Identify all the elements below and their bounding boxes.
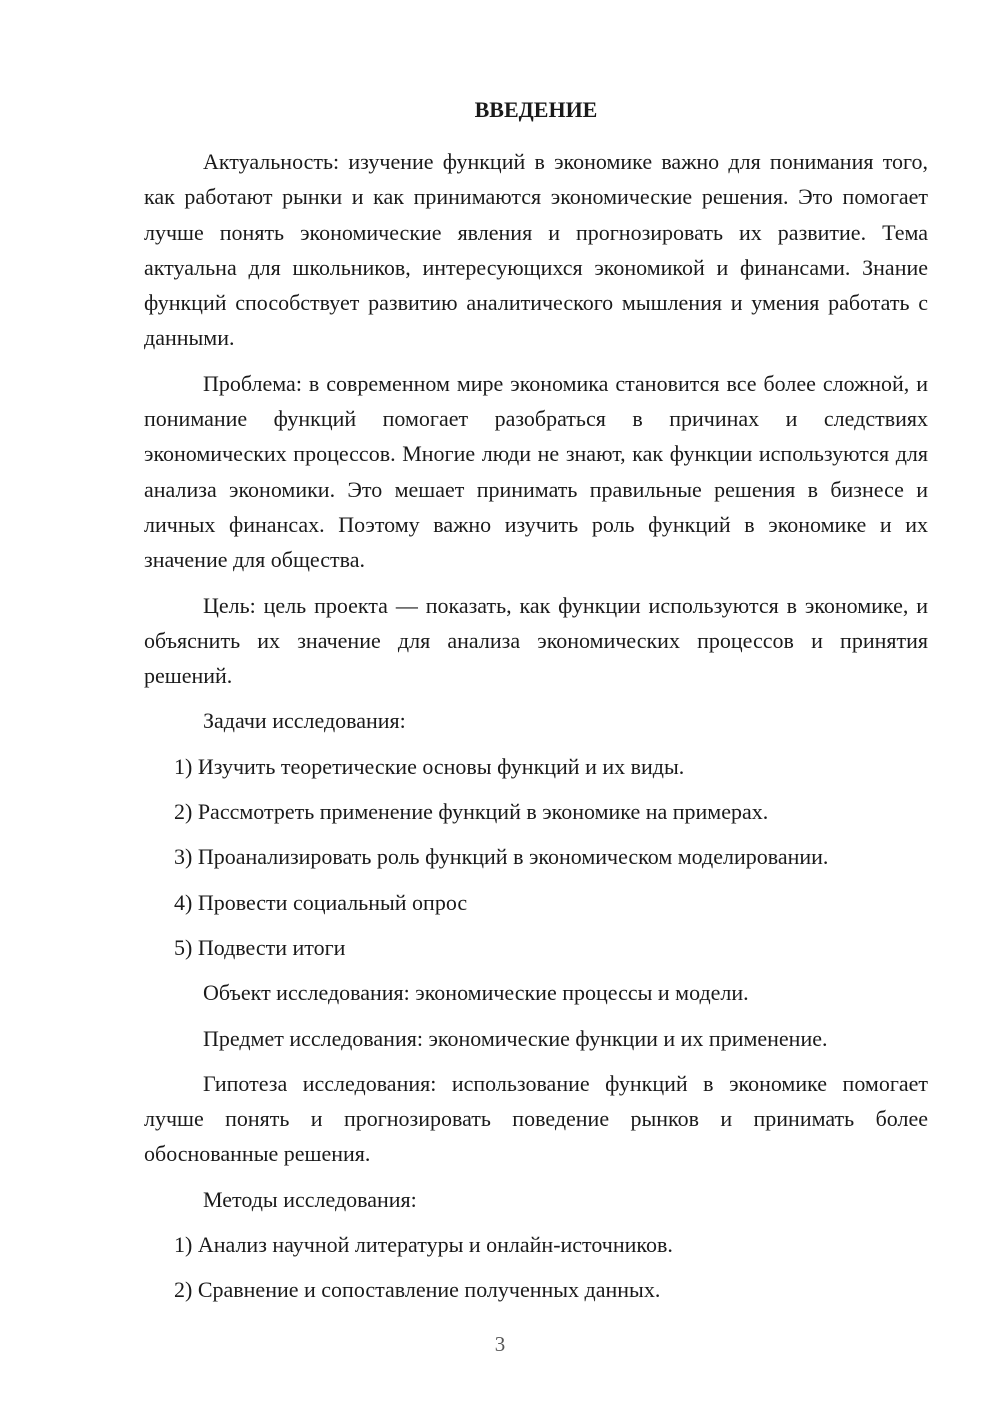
subject-paragraph: Предмет исследования: экономические функции и их применение. <box>203 1025 828 1051</box>
tasks-heading: Задачи исследования: <box>203 708 406 734</box>
task-item: 2) Рассмотреть применение функций в экономике на примерах. <box>174 799 769 825</box>
goal-paragraph: Цель: цель проекта — показать, как функции используются в экономике, и объяснить их значение для анализа экономических процессов и принятия решений. <box>144 592 928 689</box>
task-item: 1) Изучить теоретические основы функций и их виды. <box>174 753 685 779</box>
method-item: 2) Сравнение и сопоставление полученных данных. <box>174 1277 661 1303</box>
methods-list <box>144 1227 928 1308</box>
task-item: 5) Подвести итоги <box>174 934 346 960</box>
object-paragraph: Объект исследования: экономические процессы и модели. <box>203 980 749 1006</box>
task-item: 3) Проанализировать роль функций в экономическом моделировании. <box>174 844 829 870</box>
page-title: ВВЕДЕНИЕ <box>474 97 598 122</box>
problem-paragraph: Проблема: в современном мире экономика становится все более сложной, и понимание функций помогает разобраться в причинах и следствиях экономических процессов. Многие люди не знают, как функции используются для анализа экономики. Это мешает принимать правильные решения в бизнесе и личных финансах. Поэтому важно изучить роль функций в экономике и их значение для общества. <box>144 370 928 573</box>
tasks-list <box>144 749 928 965</box>
page-number: 3 <box>494 1332 506 1356</box>
method-item: 1) Анализ научной литературы и онлайн-источников. <box>174 1232 673 1258</box>
document-page <box>144 92 928 1318</box>
relevance-paragraph: Актуальность: изучение функций в экономике важно для понимания того, как работают рынки и как принимаются экономические решения. Это помогает лучше понять экономические явления и прогнозировать их развитие. Тема актуальна для школьников, интересующихся экономикой и финансами. Знание функций способствует развитию аналитического мышления и умения работать с данными. <box>144 149 928 351</box>
task-item: 4) Провести социальный опрос <box>174 889 468 915</box>
methods-heading: Методы исследования: <box>203 1186 417 1212</box>
hypothesis-paragraph: Гипотеза исследования: использование функций в экономике помогает лучше понять и прогнозировать поведение рынков и принимать более обоснованные решения. <box>144 1070 928 1167</box>
